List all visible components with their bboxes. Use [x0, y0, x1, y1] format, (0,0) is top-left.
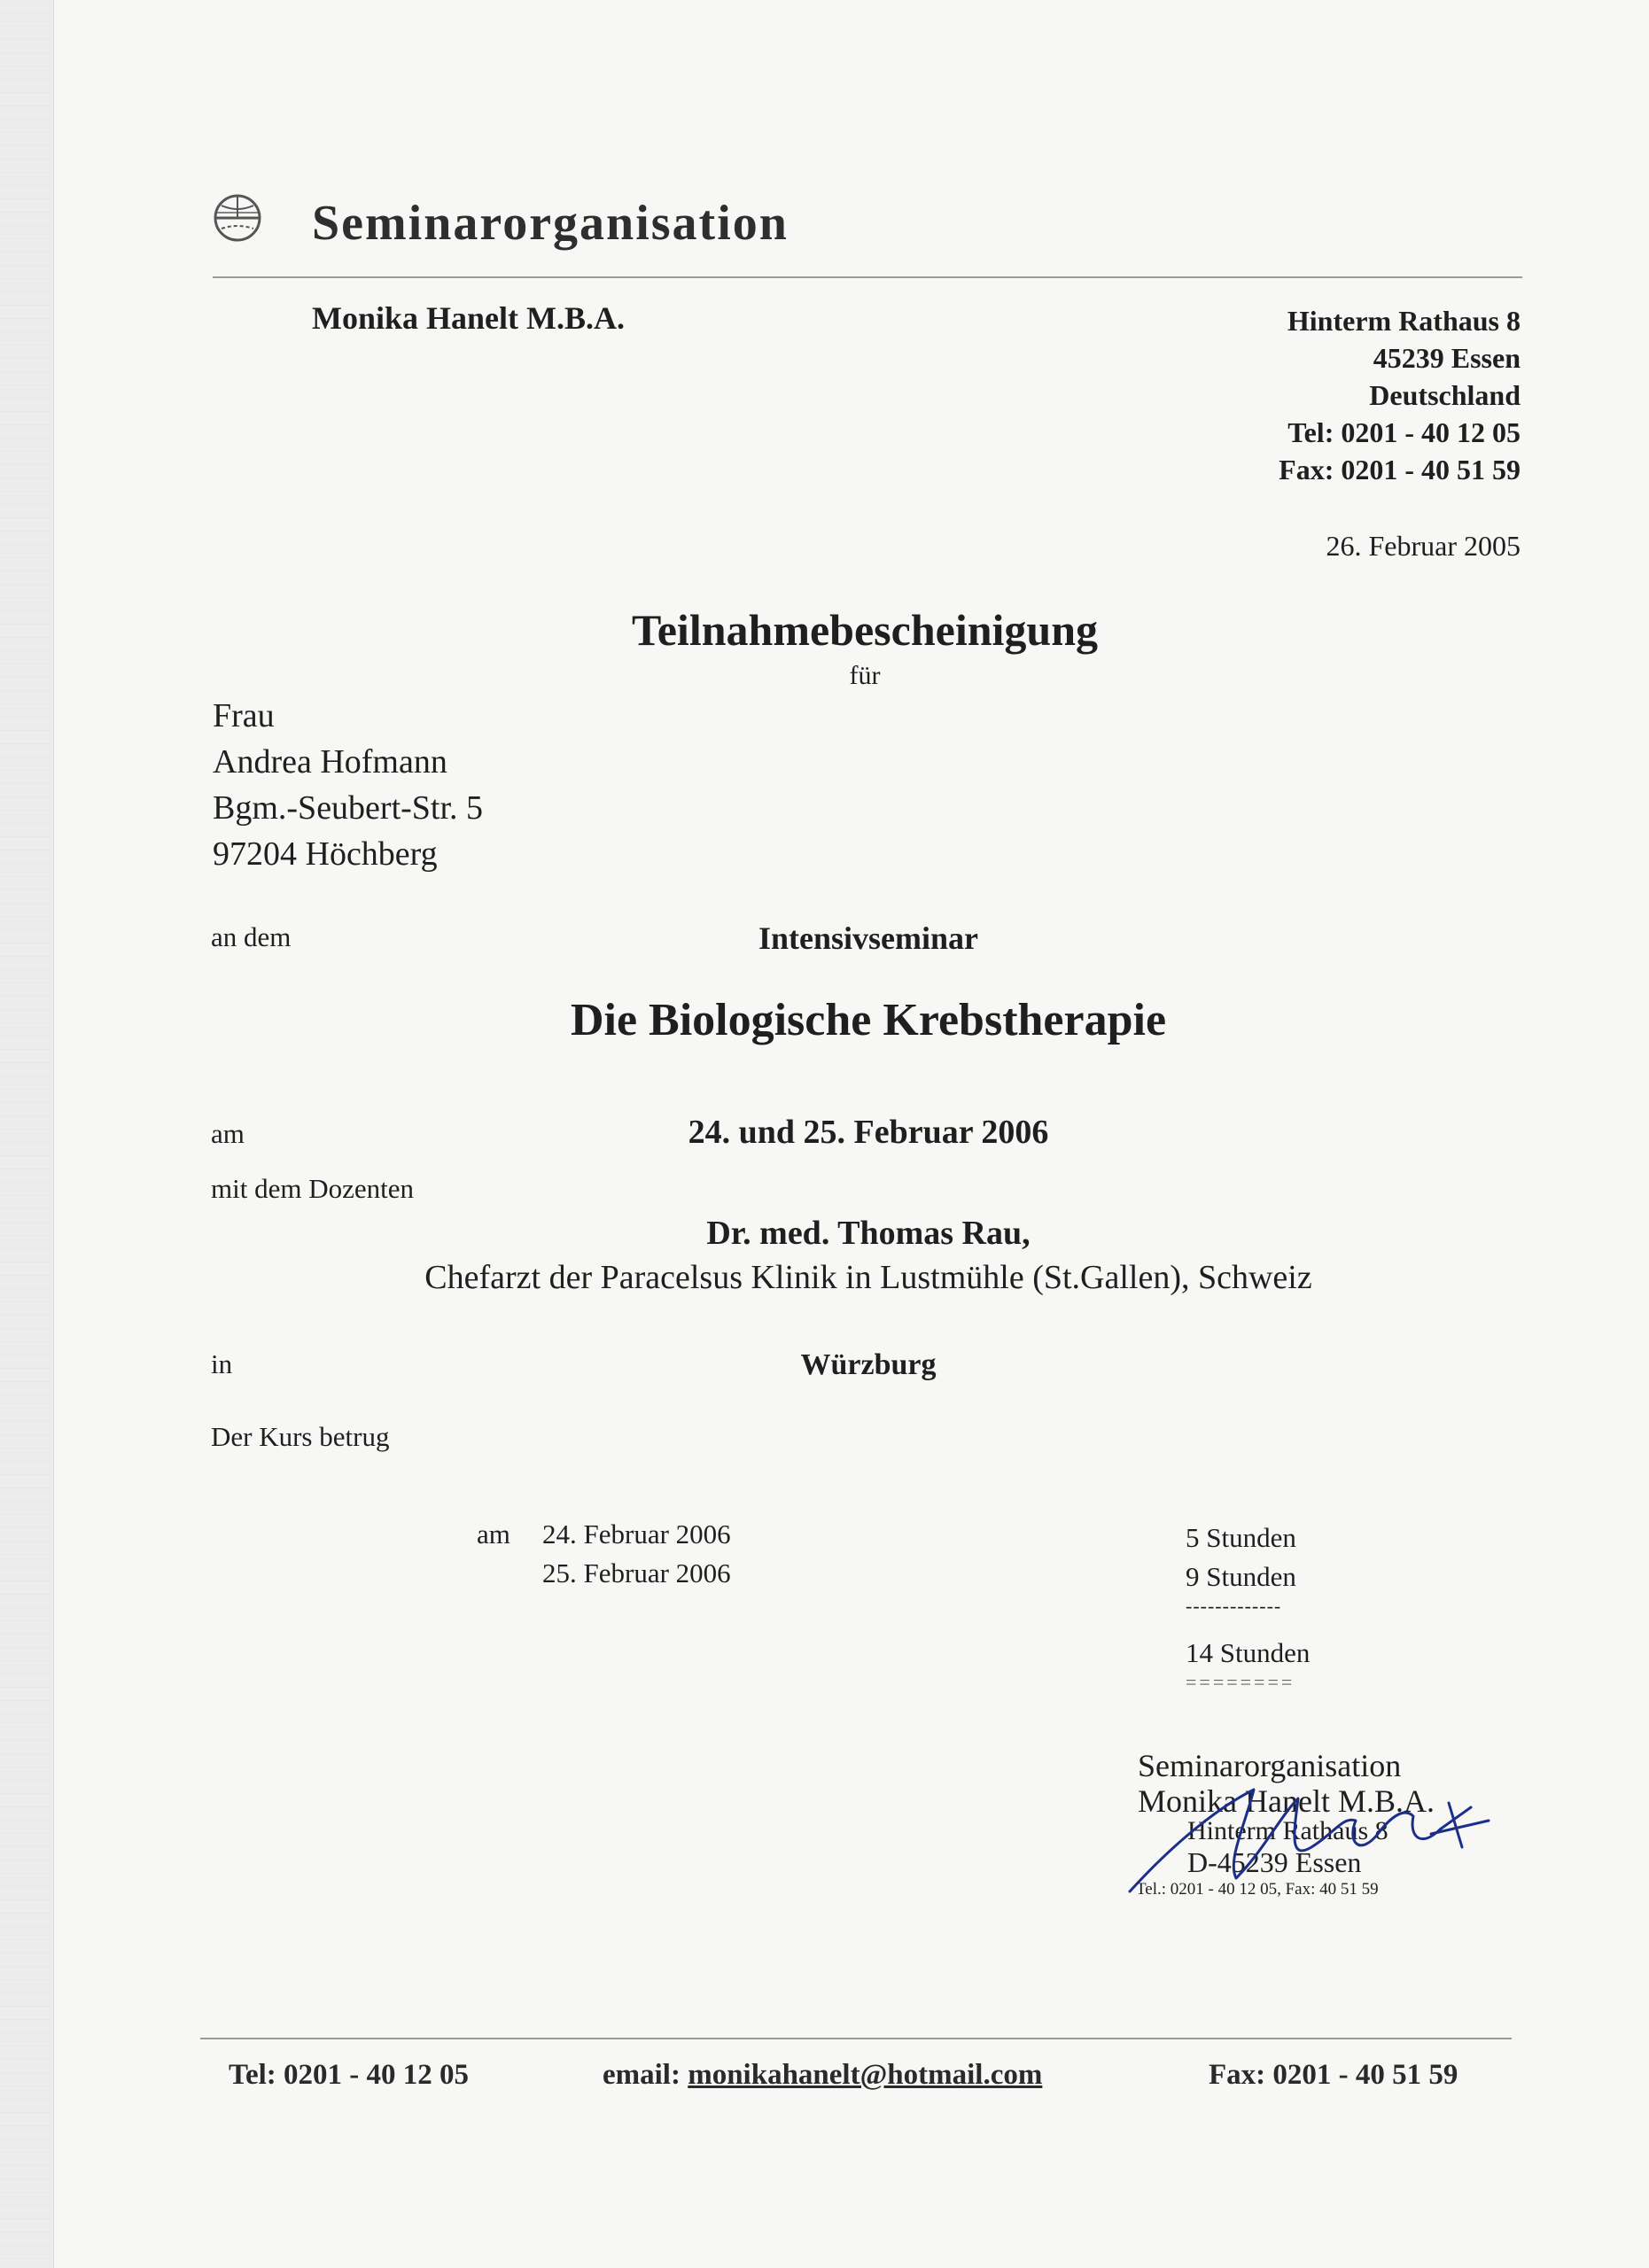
stamp-name: Monika Hanelt M.B.A. — [1138, 1783, 1435, 1819]
sender-tel: Tel: 0201 - 40 12 05 — [1287, 416, 1521, 448]
recipient-salutation: Frau — [213, 697, 275, 734]
footer-fax: Fax: 0201 - 40 51 59 — [1209, 2059, 1458, 2091]
label-kurs: Der Kurs betrug — [211, 1421, 390, 1452]
schedule-date-1: 24. Februar 2006 — [542, 1518, 731, 1550]
recipient-name: Andrea Hofmann — [213, 743, 447, 781]
sender-fax: Fax: 0201 - 40 51 59 — [1279, 454, 1521, 485]
label-in: in — [211, 1348, 233, 1379]
sender-name: Monika Hanelt M.B.A. — [312, 300, 626, 336]
recipient-city: 97204 Höchberg — [213, 835, 438, 873]
certificate-title: Teilnahmebescheinigung — [631, 605, 1099, 655]
sender-city: 45239 Essen — [1373, 342, 1521, 374]
sender-country: Deutschland — [1369, 379, 1521, 411]
handwritten-signature — [1121, 1781, 1493, 1896]
label-an-dem: an dem — [211, 921, 292, 952]
letter-date: 26. Februar 2005 — [1326, 530, 1521, 562]
lecturer-title: Chefarzt der Paracelsus Klinik in Lustmühle (St.Gallen), Schweiz — [424, 1259, 1312, 1296]
schedule-hours-1: 5 Stunden — [1186, 1522, 1296, 1553]
seminar-dates: 24. und 25. Februar 2006 — [688, 1114, 1049, 1151]
footer-divider — [200, 2038, 1512, 2039]
label-dozent: mit dem Dozenten — [211, 1173, 414, 1204]
schedule-date-2: 25. Februar 2006 — [542, 1557, 731, 1588]
footer-email-block — [603, 2059, 1042, 2092]
schedule-separator-single: ------------- — [1186, 1595, 1282, 1617]
footer-email-link[interactable]: monikahanelt@hotmail.com — [688, 2059, 1043, 2091]
certificate-for: für — [849, 661, 881, 690]
schedule-hours-2: 9 Stunden — [1186, 1561, 1296, 1592]
seminar-topic: Die Biologische Krebstherapie — [570, 995, 1167, 1045]
recipient-street: Bgm.-Seubert-Str. 5 — [213, 789, 484, 827]
stamp-city: D-45239 Essen — [1187, 1846, 1362, 1878]
schedule-separator-double: ======== — [1186, 1671, 1295, 1693]
seminar-location: Würzburg — [800, 1348, 937, 1381]
stamp-street: Hinterm Rathaus 8 — [1187, 1816, 1388, 1845]
footer-tel: Tel: 0201 - 40 12 05 — [229, 2059, 470, 2091]
schedule-label-am: am — [477, 1518, 510, 1550]
letterhead-title: Seminarorganisation — [312, 196, 789, 251]
stamp-org: Seminarorganisation — [1138, 1748, 1402, 1783]
header-divider — [213, 276, 1522, 278]
stamp-contact: Tel.: 0201 - 40 12 05, Fax: 40 51 59 — [1136, 1880, 1379, 1899]
sender-street: Hinterm Rathaus 8 — [1287, 305, 1521, 337]
footer-email-label: email: — [603, 2059, 681, 2091]
seminar-type: Intensivseminar — [758, 920, 978, 956]
globe-logo-icon — [213, 193, 262, 243]
label-am: am — [211, 1118, 245, 1149]
schedule-total-hours: 14 Stunden — [1186, 1637, 1311, 1668]
lecturer-name: Dr. med. Thomas Rau, — [706, 1215, 1031, 1252]
